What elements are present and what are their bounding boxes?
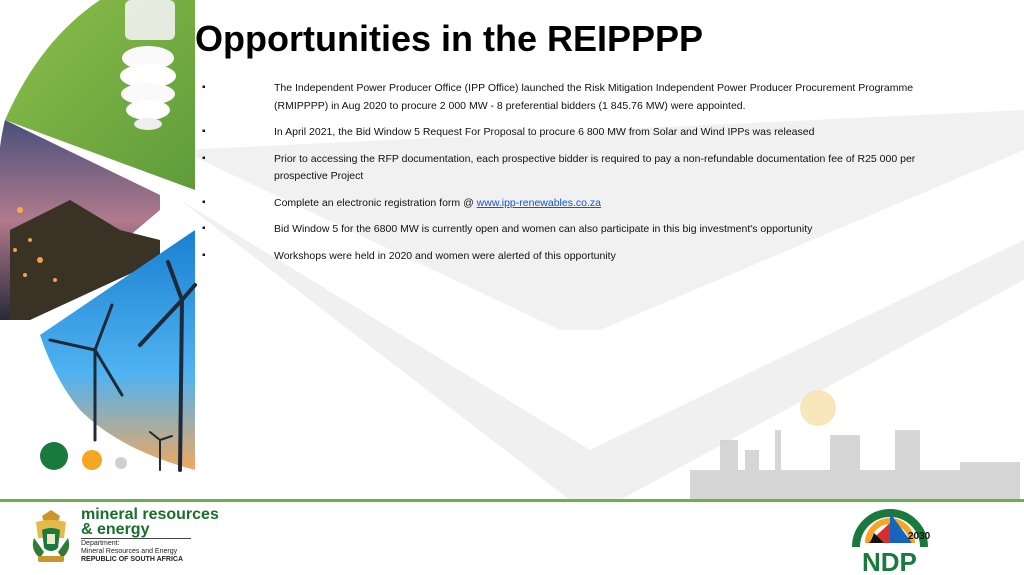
slide-title: Opportunities in the REIPPPP (195, 18, 704, 59)
bullet-item (200, 124, 940, 142)
bullet-marker: ▪ (202, 249, 206, 261)
bullet-marker: ▪ (202, 82, 206, 93)
coat-of-arms-icon (30, 508, 72, 564)
bullet-text: Complete an electronic registration form @ (274, 196, 477, 209)
bullet-text: Bid Window 5 for the 6800 MW is currently open and women can also participate in this big investment's opportunity (274, 223, 813, 235)
lightbulb-icon (120, 0, 176, 130)
bullet-marker: ▪ (202, 126, 206, 137)
department-separator (81, 538, 191, 539)
green-dot (40, 442, 68, 470)
bullet-list (200, 80, 940, 274)
bullet-marker: ▪ (202, 196, 206, 208)
department-sub-name: Mineral Resources and Energy (81, 548, 178, 555)
department-country: REPUBLIC OF SOUTH AFRICA (81, 556, 184, 563)
bullet-item (200, 248, 940, 266)
registration-link[interactable]: www.ipp-renewables.co.za (476, 196, 601, 209)
gray-dot (115, 457, 127, 469)
department-name (81, 507, 219, 537)
bullet-item (200, 151, 940, 186)
bullet-text: The Independent Power Producer Office (IPP Office) launched the Risk Mitigation Independent Power Producer Procurement Programme (RMIPPPP) in Aug 2020 to procure 2 000 MW - 8 preferential bidders (1 845.76 MW) were appointed. (274, 82, 914, 112)
orange-dot (82, 450, 102, 470)
department-subtitle (81, 540, 183, 564)
department-sub-label: Department: (81, 540, 120, 547)
bullet-marker: ▪ (202, 223, 206, 234)
bullet-item (200, 221, 940, 239)
bullet-text: Prior to accessing the RFP documentation, each prospective bidder is required to pay a non-refundable documentation fee of R25 000 per prospective Project (274, 152, 916, 182)
bullet-text: Workshops were held in 2020 and women were alerted of this opportunity (274, 249, 616, 262)
department-line-1: mineral resources (81, 506, 219, 523)
department-line-2: & energy (81, 521, 150, 538)
bullet-item (200, 80, 940, 115)
ndp-year: 2030 (908, 531, 930, 542)
ndp-text: NDP (862, 547, 917, 575)
bullet-text: In April 2021, the Bid Window 5 Request For Proposal to procure 6 800 MW from Solar and Wind IPPs was released (274, 126, 815, 138)
ndp-logo-icon (850, 505, 930, 575)
bullet-item (200, 195, 940, 213)
bullet-marker: ▪ (202, 152, 206, 164)
